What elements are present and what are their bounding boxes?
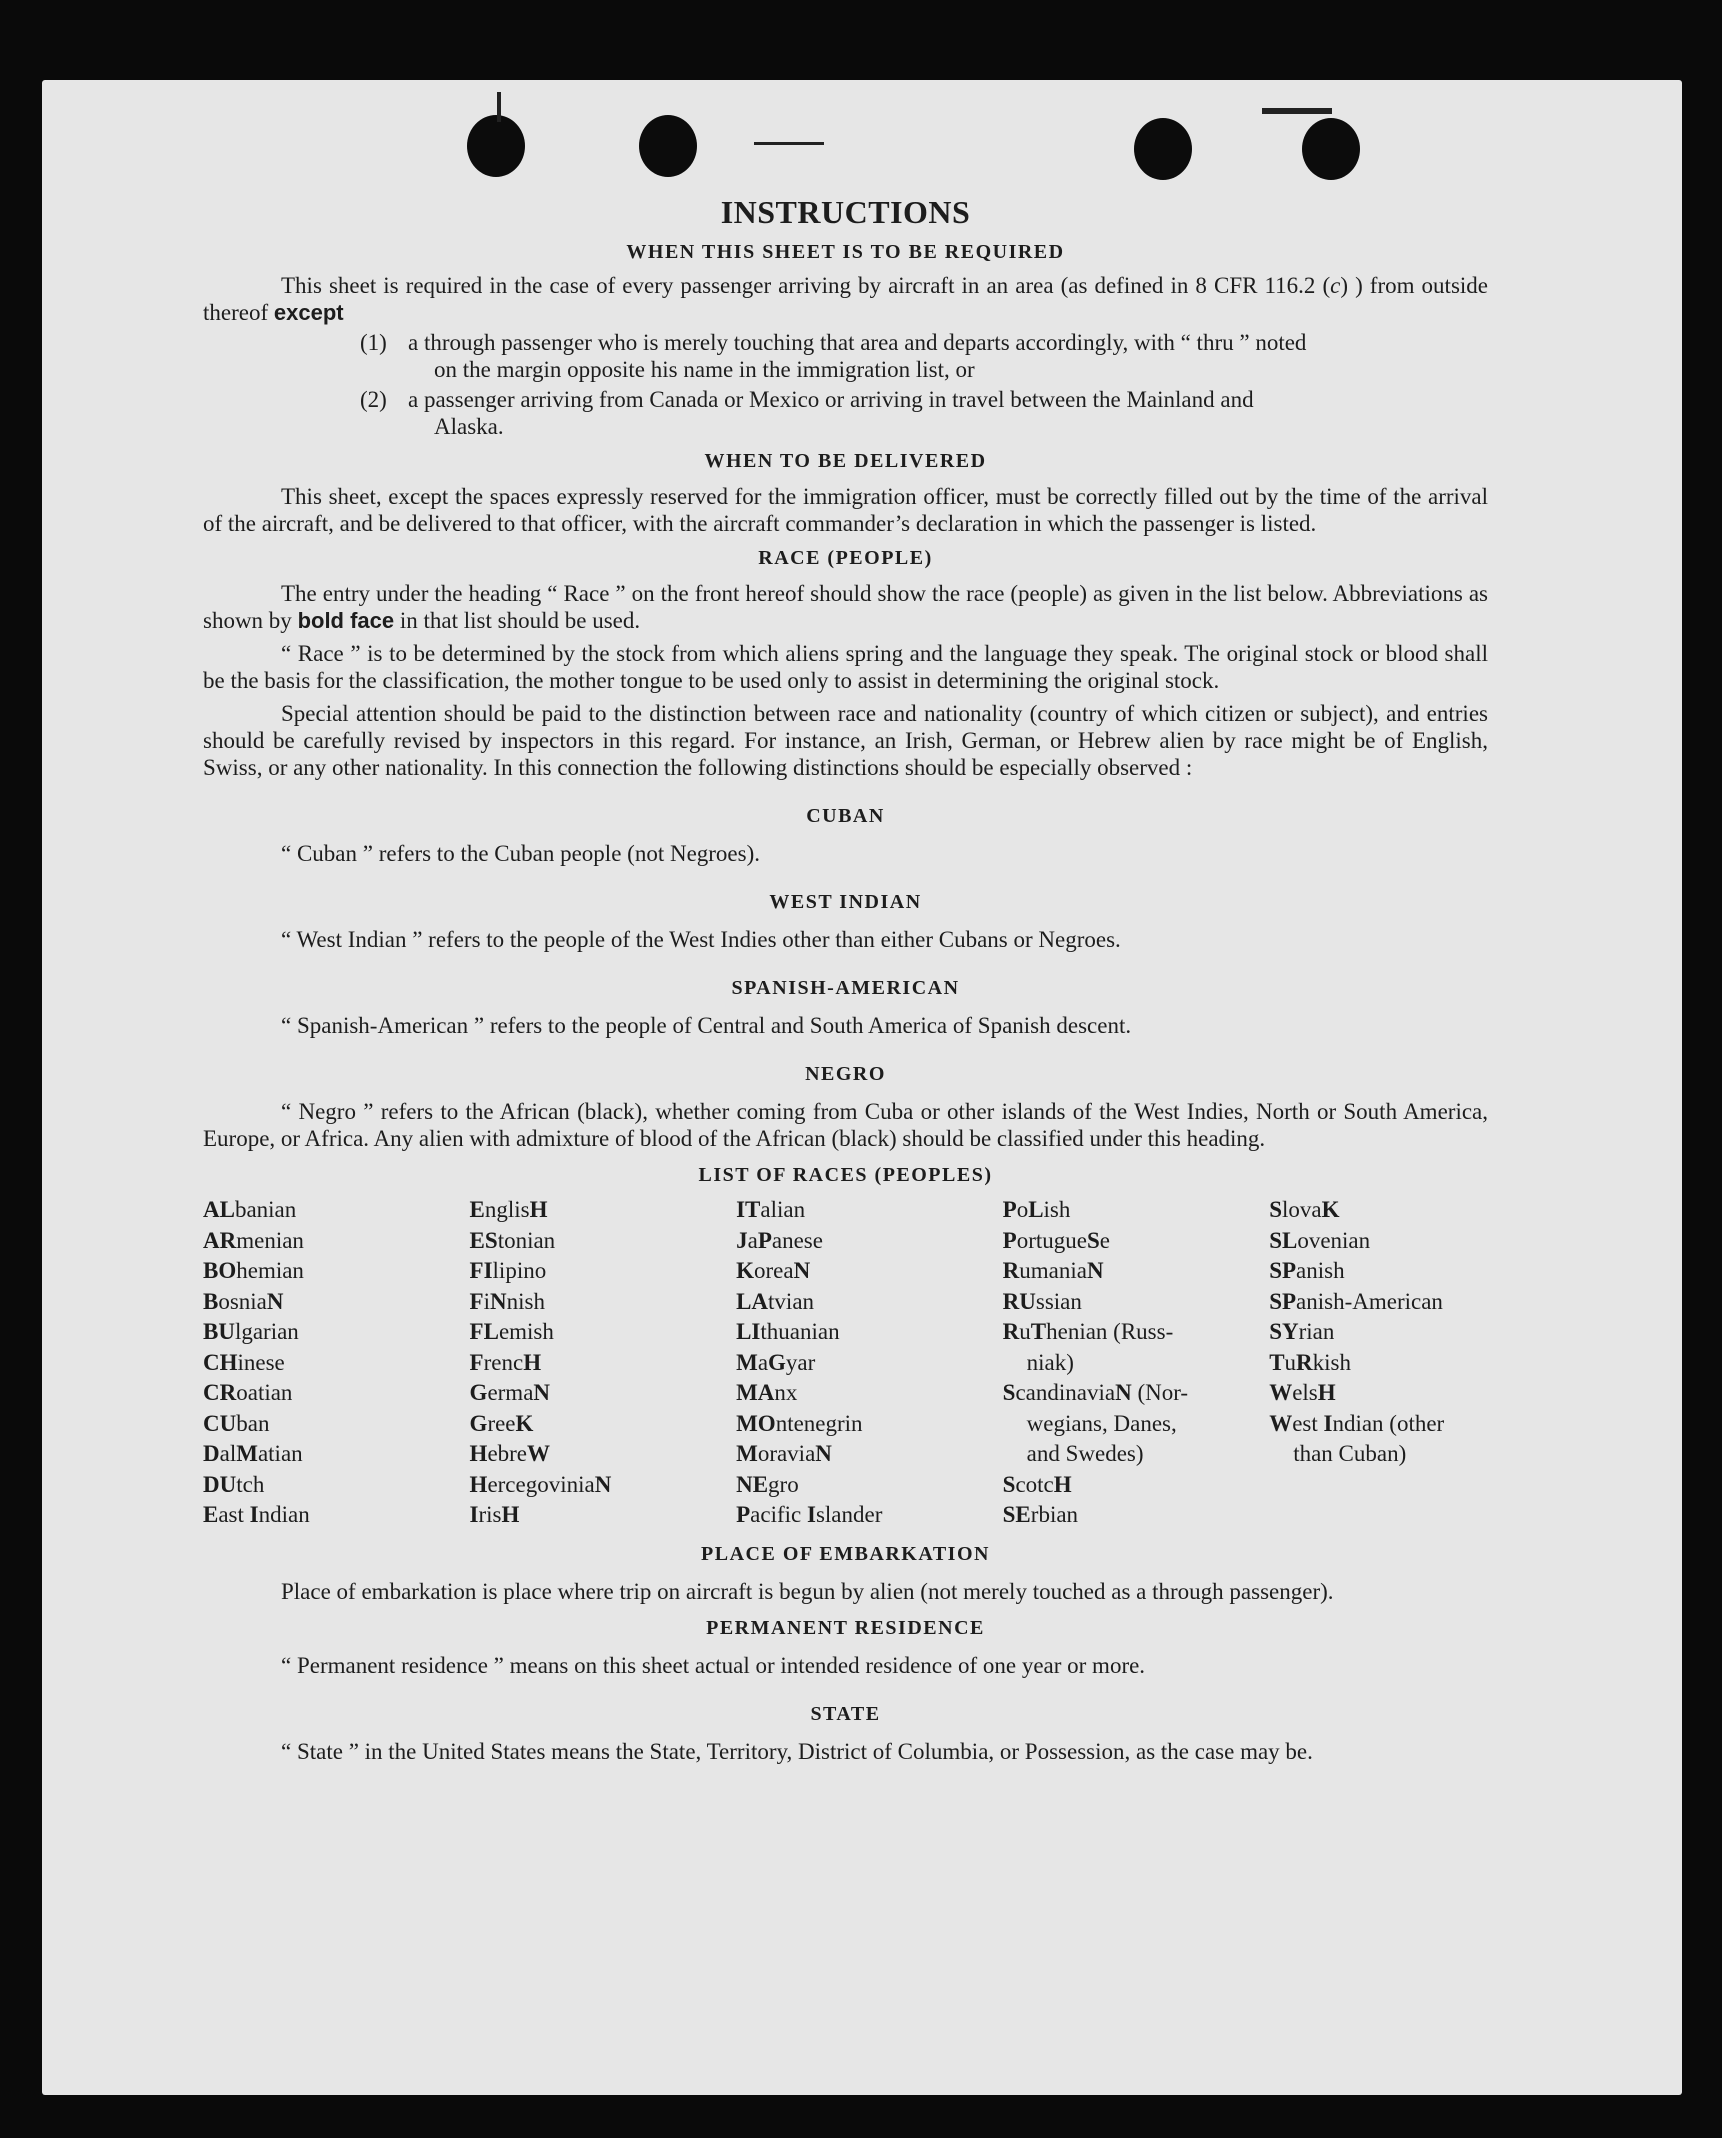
race-entry: SLovenian	[1269, 1227, 1371, 1253]
race-entry: CHinese	[203, 1349, 285, 1375]
race-entry: East Indian	[203, 1502, 310, 1527]
race-column	[736, 1195, 1003, 1531]
race-entry: RuThenian (Russ-	[1002, 1319, 1174, 1344]
race-entry: and Swedes)	[1026, 1441, 1144, 1466]
section-heading: CUBAN	[806, 805, 885, 827]
race-entry: ALbanian	[203, 1197, 297, 1222]
paragraph: “ State ” in the United States means the State, Territory, District of Columbia, or Possession, as the case may be.	[281, 1738, 1313, 1764]
race-entry: CUban	[203, 1410, 270, 1436]
race-entry: MOntenegrin	[736, 1410, 863, 1436]
race-entry: SYrian	[1269, 1319, 1335, 1344]
race-entry: DalMatian	[203, 1441, 303, 1466]
section-heading: WHEN THIS SHEET IS TO BE REQUIRED	[626, 241, 1065, 263]
paragraph: This sheet is required in the case of every passenger arriving by aircraft in an area (as defined in 8 CFR 116.2 (c) ) from outside thereof except	[203, 273, 1488, 325]
race-entry: ITalian	[736, 1197, 806, 1222]
race-entry: LIthuanian	[736, 1319, 840, 1344]
race-entry: RumaniaN	[1002, 1258, 1104, 1283]
race-entry: NEgro	[736, 1471, 799, 1497]
race-entry: BUlgarian	[203, 1319, 299, 1344]
punch-hole	[639, 115, 697, 177]
punch-hole	[1134, 118, 1192, 180]
section-heading: RACE (PEOPLE)	[758, 547, 933, 569]
race-entry: SPanish	[1269, 1258, 1345, 1283]
race-entry: EnglisH	[469, 1197, 548, 1222]
race-entry: DUtch	[203, 1471, 265, 1497]
race-entry: ARmenian	[203, 1227, 304, 1253]
race-entry: HebreW	[469, 1441, 551, 1466]
race-entry: JaPanese	[736, 1227, 823, 1253]
race-entry: GermaN	[469, 1380, 551, 1405]
paragraph: “ Spanish-American ” refers to the people of Central and South America of Spanish descent.	[281, 1013, 1132, 1038]
ink-mark	[497, 92, 501, 122]
race-entry: SErbian	[1002, 1502, 1079, 1527]
section-heading: STATE	[810, 1702, 881, 1725]
paragraph: The entry under the heading “ Race ” on the front hereof should show the race (people) as given in the list below. Abbreviations as shown by bold face in that list should be used.	[203, 581, 1488, 633]
race-entry: MAnx	[736, 1380, 798, 1405]
ink-mark	[754, 142, 824, 145]
race-entry: GreeK	[469, 1410, 534, 1436]
race-entry: SPanish-American	[1269, 1288, 1443, 1314]
race-entry: CRoatian	[203, 1380, 293, 1405]
race-column	[1003, 1195, 1270, 1531]
race-entry: West Indian (other	[1269, 1410, 1445, 1436]
race-entry: PoLish	[1002, 1197, 1071, 1222]
race-entry: SlovaK	[1269, 1197, 1340, 1222]
ink-mark	[1262, 108, 1332, 114]
race-entry: PortugueSe	[1002, 1227, 1110, 1253]
paragraph: This sheet, except the spaces expressly reserved for the immigration officer, must be correctly filled out by the time of the arrival of the aircraft, and be delivered to that officer, with the aircraft commander’s declaration in which the passenger is listed.	[203, 484, 1488, 536]
paragraph: “ Race ” is to be determined by the stock from which aliens spring and the language they speak. The original stock or blood shall be the basis for the classification, the mother tongue to be used only to assist in determining the original stock.	[203, 641, 1488, 693]
race-entry: BosniaN	[203, 1288, 284, 1314]
paragraph: “ Permanent residence ” means on this sheet actual or intended residence of one year or more.	[281, 1652, 1146, 1678]
section-heading: PERMANENT RESIDENCE	[706, 1616, 985, 1639]
section-heading: SPANISH-AMERICAN	[731, 977, 960, 999]
race-entry: than Cuban)	[1293, 1441, 1407, 1466]
paragraph: Place of embarkation is place where trip on aircraft is begun by alien (not merely touched as a through passenger).	[281, 1578, 1334, 1604]
race-column	[1269, 1195, 1488, 1531]
section-heading: WHEN TO BE DELIVERED	[704, 450, 987, 472]
race-entry: FLemish	[469, 1319, 554, 1344]
paragraph: “ Cuban ” refers to the Cuban people (not Negroes).	[281, 841, 761, 866]
section-heading: NEGRO	[805, 1063, 886, 1085]
race-entry: TuRkish	[1269, 1349, 1351, 1375]
race-entry: IrisH	[469, 1502, 520, 1527]
race-entry: LAtvian	[736, 1288, 815, 1314]
race-entry: MaGyar	[736, 1349, 816, 1375]
race-list	[203, 1195, 1488, 1531]
race-column	[470, 1195, 737, 1531]
race-entry: MoraviaN	[736, 1441, 832, 1466]
race-entry: HercegoviniaN	[469, 1471, 612, 1497]
race-entry: BOhemian	[203, 1258, 304, 1283]
section-heading: LIST OF RACES (PEOPLES)	[698, 1164, 993, 1186]
race-entry: Pacific Islander	[736, 1502, 883, 1527]
race-entry: ScotcH	[1002, 1471, 1072, 1497]
race-entry: EStonian	[469, 1227, 556, 1253]
race-entry: WelsH	[1269, 1380, 1336, 1405]
list-item: (2) a passenger arriving from Canada or Mexico or arriving in travel between the Mainland and Alaska.	[360, 387, 1254, 439]
race-entry: RUssian	[1002, 1288, 1082, 1314]
race-entry: niak)	[1026, 1349, 1074, 1375]
paragraph: Special attention should be paid to the distinction between race and nationality (country of which citizen or subject), and entries should be carefully revised by inspectors in this regard. For instance, an Irish, German, or Hebrew alien by race might be of English, Swiss, or any other nationality. In this connection the following distinctions should be especially observed :	[203, 701, 1488, 780]
section-heading: WEST INDIAN	[769, 891, 922, 913]
race-entry: ScandinaviaN (Nor-	[1002, 1380, 1189, 1405]
race-entry: FrencH	[469, 1349, 542, 1375]
list-item: (1) a through passenger who is merely touching that area and departs accordingly, with “ thru ” noted on the margin opposite his name in the immigration list, or	[360, 330, 1307, 382]
paragraph: “ Negro ” refers to the African (black), whether coming from Cuba or other islands of the West Indies, North or South America, Europe, or Africa. Any alien with admixture of blood of the African (black) should be classified under this heading.	[203, 1099, 1488, 1151]
race-column	[203, 1195, 470, 1531]
race-entry: FIlipino	[469, 1258, 547, 1283]
instructions-content	[203, 190, 1488, 1765]
paragraph: “ West Indian ” refers to the people of the West Indies other than either Cubans or Negroes.	[281, 927, 1121, 952]
punch-hole	[1302, 118, 1360, 180]
race-entry: wegians, Danes,	[1026, 1410, 1177, 1436]
race-entry: FiNnish	[469, 1288, 545, 1314]
page-title: INSTRUCTIONS	[720, 194, 971, 230]
race-entry: KoreaN	[736, 1258, 811, 1283]
section-heading: PLACE OF EMBARKATION	[701, 1542, 990, 1565]
punch-hole	[467, 115, 525, 177]
